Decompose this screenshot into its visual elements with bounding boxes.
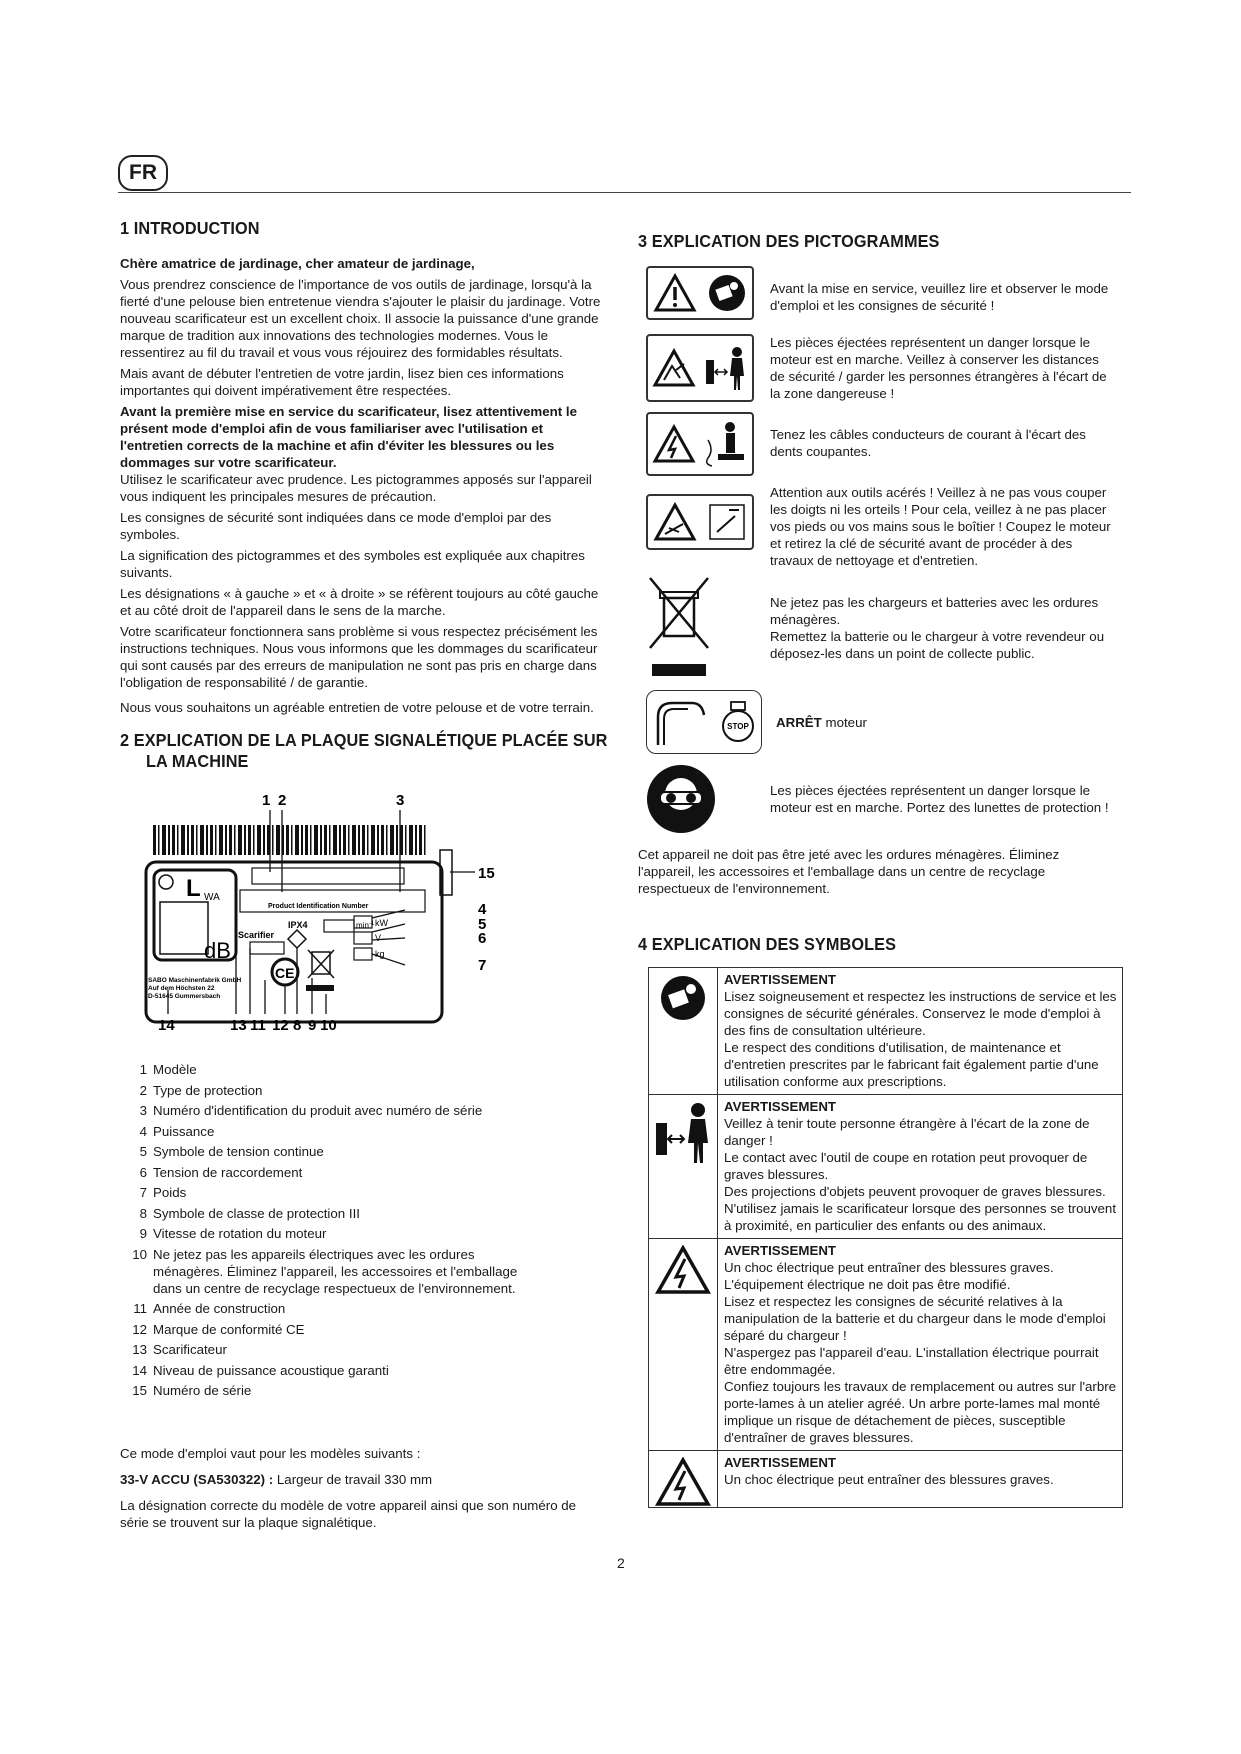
remove-key-icon: [707, 502, 747, 542]
cable-operator-icon: [704, 420, 748, 468]
rating-plate-diagram: [140, 790, 500, 1050]
min-label: $\min^{-1}$: [356, 921, 375, 930]
legend-item: 10 Ne jetez pas les appareils électriques avec les ordures ménagères. Éliminez l'appareil, les accessoires et l'emballage dans un centre de recyclage respectueux de l'environnement.: [132, 1246, 518, 1296]
rating-plate-svg: [140, 790, 500, 1050]
intro-p1: Vous prendrez conscience de l'importance de vos outils de jardinage, lorsqu'à la fierté d'une pelouse bien entretenue viendra s'ajouter le plaisir du jardinage. Votre nouveau scarificateur est un excellent choix. Il associe la puissance d'une grande marque de tradition aux innovations des technologies modernes. Vous le ressentirez au fil du travail et vous vous réjouirez des formidables résultats.: [120, 277, 601, 360]
symbol-row: AVERTISSEMENT Lisez soigneusement et respectez les instructions de service et les consignes de sécurité générales. Conservez le mode d'emploi à des fins de consultation ultérieure. Le respect des conditions d'utilisation, de maintenance et d'entretien prescrites par le fabricant fait également partie d'une utilisation conforme aux prescriptions.: [648, 967, 1123, 1095]
manufacturer-line-3: D-51645 Gummersbach: [148, 993, 221, 1000]
lwa-sub-label: WA: [204, 892, 220, 903]
manufacturer-line-2: Auf dem Höchsten 22: [148, 985, 215, 992]
callout-6: 6: [478, 930, 487, 947]
models-intro: Ce mode d'emploi vaut pour les modèles suivants :: [120, 1446, 421, 1461]
page-number: 2: [617, 1555, 625, 1571]
legend-item: 7 Poids: [139, 1185, 187, 1200]
section-3-title: 3 EXPLICATION DES PICTOGRAMMES: [638, 231, 940, 251]
product-id-label: Product Identification Number: [268, 903, 369, 910]
legend-item: 11 Année de construction: [133, 1301, 286, 1316]
callout-10: 10: [320, 1017, 337, 1034]
legend-item: 3 Numéro d'identification du produit avec numéro de série: [139, 1103, 483, 1118]
legend-item: 9 Vitesse de rotation du moteur: [139, 1226, 327, 1241]
pictogram-eye-protection: [646, 764, 716, 834]
plate-legend: [132, 1061, 612, 1403]
electric-shock-icon: [655, 1457, 711, 1507]
intro-p4: Les consignes de sécurité sont indiquées dans ce mode d'emploi par des symboles.: [120, 510, 552, 542]
scarifier-label: Scarifier: [238, 930, 275, 940]
callout-8: 8: [293, 1017, 302, 1034]
ipx-label: IPX4: [288, 920, 308, 930]
legend-item: 4 Puissance: [139, 1123, 215, 1139]
svg-text:STOP: STOP: [726, 722, 749, 731]
legend-item: 1 Modèle: [139, 1062, 197, 1077]
intro-p3-rest: Utilisez le scarificateur avec prudence. Les pictogrammes apposés sur l'appareil vous indiquent les principales mesures de précaution.: [120, 472, 592, 504]
symbols-table: [648, 968, 1123, 1508]
read-manual-icon: [659, 974, 707, 1022]
callout-3: 3: [396, 792, 405, 809]
cut-hazard-icon: [653, 502, 697, 542]
models-block: [120, 1445, 608, 1535]
disposal-note: Cet appareil ne doit pas être jeté avec les ordures ménagères. Éliminez l'appareil, les accessoires et l'emballage dans un centre de recyclage respectueux de l'environnement.: [638, 847, 1060, 896]
handle-bar-icon: [652, 695, 710, 749]
lwa-label: L: [186, 875, 201, 902]
pictogram-2-text: Les pièces éjectées représentent un danger lorsque le moteur est en marche. Veillez à conserver les distances de sécurité / garder les personnes étrangères à l'écart de la zone dangereuse !: [770, 335, 1107, 401]
legend-item: 15 Numéro de série: [132, 1383, 252, 1398]
stop-motor-icon: [719, 700, 757, 744]
barcode-graphic: [153, 825, 426, 855]
callout-2: 2: [278, 792, 287, 809]
callout-4: 4: [478, 901, 487, 918]
callout-1: 1: [262, 792, 271, 809]
model-box: [252, 868, 404, 884]
legend-item: 2 Type de protection: [139, 1082, 263, 1098]
pictogram-read-manual: [646, 266, 754, 320]
pictogram-sharp-tools: [646, 494, 754, 550]
safety-glasses-icon: [646, 764, 716, 834]
callout-12: 12: [272, 1017, 289, 1034]
intro-greeting: Chère amatrice de jardinage, cher amateur de jardinage,: [120, 256, 475, 271]
legend-item: 14 Niveau de puissance acoustique garanti: [132, 1362, 389, 1378]
intro-p7: Votre scarificateur fonctionnera sans problème si vous respectez précisément les instructions techniques. Nous vous informons que les dommages du scarificateur qui sont causés par des erreurs de manipulation ne sont pas pris en charge dans l'obligation de responsabilité / de garantie.: [120, 624, 598, 690]
db-label: dB: [204, 938, 231, 963]
pictogram-3-text: Tenez les câbles conducteurs de courant à l'écart des dents coupantes.: [770, 427, 1086, 459]
section-2-title-line2: LA MACHINE: [146, 751, 249, 771]
ce-mark: CE: [275, 965, 295, 981]
pictogram-1-text: Avant la mise en service, veuillez lire et observer le mode d'emploi et les consignes de sécurité !: [770, 281, 1109, 313]
pictogram-cable: [646, 412, 754, 476]
legend-item: 6 Tension de raccordement: [139, 1164, 303, 1180]
callout-5: 5: [478, 916, 487, 933]
electric-shock-icon: [655, 1245, 711, 1295]
intro-p2: Mais avant de débuter l'entretien de votre jardin, lisez bien ces informations importantes qui doivent impérativement être respectées.: [120, 366, 564, 398]
pictogram-6-text: ARRÊT moteur: [776, 715, 867, 730]
person-distance-icon: [654, 1101, 712, 1165]
section-4-title: 4 EXPLICATION DES SYMBOLES: [638, 934, 897, 954]
pictogram-stop-engine: [646, 690, 762, 754]
legend-item: 8 Symbole de classe de protection III: [139, 1205, 360, 1221]
kg-label: kg: [375, 949, 385, 959]
callout-15: 15: [478, 865, 495, 882]
header-rule: [118, 192, 1131, 193]
pictogram-keep-distance: [646, 334, 754, 402]
callout-13: 13: [230, 1017, 247, 1034]
ejected-parts-icon: [652, 348, 696, 388]
intro-p8: Nous vous souhaitons un agréable entretien de votre pelouse et de votre terrain.: [120, 700, 594, 715]
electric-shock-icon: [652, 424, 696, 464]
callout-9: 9: [308, 1017, 317, 1034]
kw-label: kW: [375, 918, 388, 928]
symbol-row: AVERTISSEMENT Un choc électrique peut entraîner des blessures graves. L'équipement électrique ne doit pas être modifié. Lisez et respectez les consignes de sécurité relatives à la manipulation de la batterie et du chargeur dans le mode d'emploi séparé du chargeur ! N'aspergez pas l'appareil d'eau. L'installation électrique pourrait être endommagée. Confiez toujours les travaux de remplacement ou autres sur l'arbre porte-lames à un atelier agréé. Un arbre porte-lames mal monté implique un risque de détachement de pièces, susceptible d'entraîner de graves blessures.: [648, 1238, 1123, 1451]
v-label: V: [375, 933, 382, 943]
symbol-row: AVERTISSEMENT Un choc électrique peut entraîner des blessures graves.: [648, 1450, 1123, 1508]
callout-7: 7: [478, 957, 487, 974]
language-badge: FR: [118, 155, 168, 191]
intro-p3-bold: Avant la première mise en service du scarificateur, lisez attentivement le présent mode d'emploi afin de vous familiariser avec l'utilisation et l'entretien corrects de la machine et afin d'éviter les blessures ou les dommages sur votre scarificateur.: [120, 404, 577, 470]
section-2-title-line1: 2 EXPLICATION DE LA PLAQUE SIGNALÉTIQUE PLACÉE SUR: [120, 730, 608, 750]
intro-text: [120, 255, 608, 720]
legend-item: 13 Scarificateur: [132, 1342, 227, 1357]
models-note: La désignation correcte du modèle de votre appareil ainsi que son numéro de série se trouvent sur la plaque signalétique.: [120, 1498, 577, 1530]
crossed-bin-icon: [646, 576, 712, 680]
pictogram-7-text: Les pièces éjectées représentent un danger lorsque le moteur est en marche. Portez des lunettes de protection !: [770, 783, 1109, 815]
intro-p5: La signification des pictogrammes et des symboles est expliquée aux chapitres suivants.: [120, 548, 585, 580]
symbol-row: AVERTISSEMENT Veillez à tenir toute personne étrangère à l'écart de la zone de danger ! Le contact avec l'outil de coupe en rotation peut provoquer de graves blessures. Des projections d'objets peuvent provoquer de graves blessures. N'utilisez jamais le scarificateur lorsque des personnes se trouvent à proximité, en particulier des enfants ou des animaux.: [648, 1094, 1123, 1239]
pictogram-5-text: Ne jetez pas les chargeurs et batteries avec les ordures ménagères. Remettez la batterie ou le chargeur à votre revendeur ou déposez-les dans un point de collecte public.: [770, 595, 1105, 661]
pictogram-weee: [646, 576, 712, 680]
section-1-title: 1 INTRODUCTION: [120, 218, 260, 238]
callout-14: 14: [158, 1017, 175, 1034]
callout-11: 11: [250, 1017, 266, 1034]
legend-item: 12 Marque de conformité CE: [132, 1321, 305, 1337]
model-line: 33-V ACCU (SA530322) : Largeur de travail 330 mm: [120, 1472, 433, 1487]
legend-item: 5 Symbole de tension continue: [139, 1144, 324, 1159]
intro-p6: Les désignations « à gauche » et « à droite » se réfèrent toujours au côté gauche et au côté droit de l'appareil dans le sens de la marche.: [120, 586, 599, 618]
person-distance-icon: [704, 344, 748, 392]
read-manual-icon: [707, 273, 747, 313]
manufacturer-line-1: SABO Maschinenfabrik GmbH: [148, 977, 242, 984]
pictogram-4-text: Attention aux outils acérés ! Veillez à ne pas vous couper les doigts ni les orteils ! Pour cela, veillez à ne pas placer vos pieds ou vos mains sous le boîtier ! Coupez le moteur et retirez la clé de sécurité avant de procéder à des travaux de nettoyage et d'entretien.: [770, 485, 1111, 568]
weee-bin-small: [308, 950, 334, 978]
warning-triangle-icon: [653, 273, 697, 313]
